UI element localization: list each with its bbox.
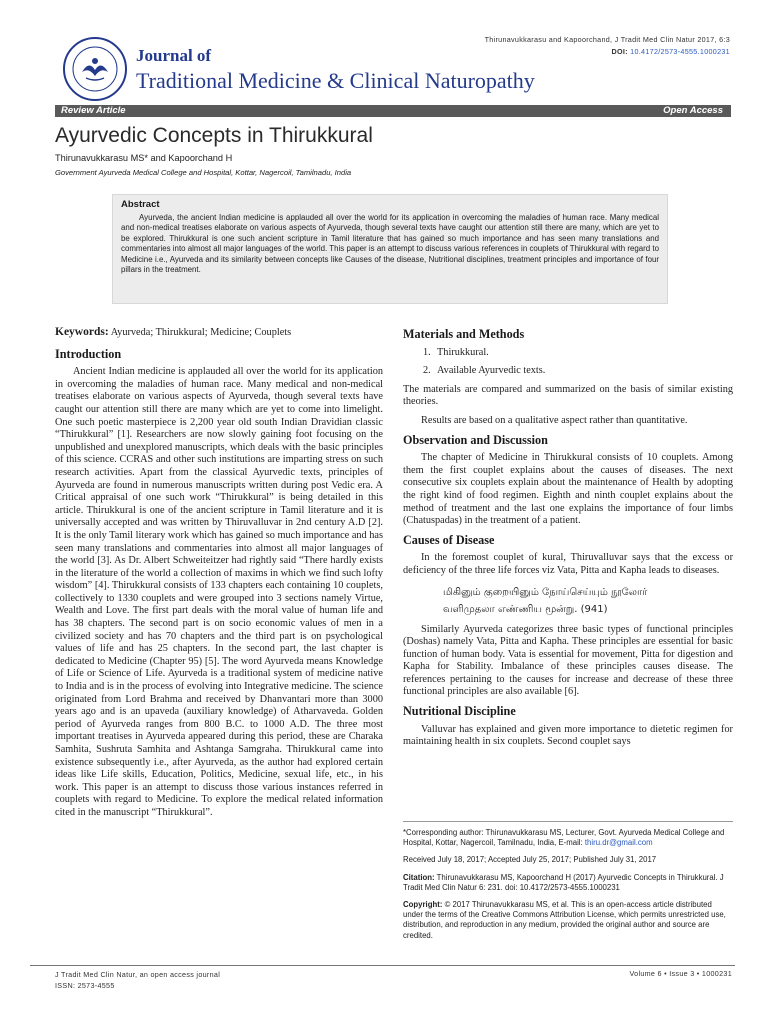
tamil-couplet (443, 584, 733, 618)
nutrition-text: Valluvar has explained and given more importance to dietetic regimen for maintaining health in six couplets. Second couplet says (403, 723, 733, 748)
journal-name: Traditional Medicine & Clinical Naturopathy (136, 68, 535, 93)
observation-heading: Observation and Discussion (403, 432, 548, 447)
copyright-note: Copyright: © 2017 Thirunavukkarasu MS, et al. This is an open-access article distributed under the terms of the Creative Commons Attribution License, which permits unrestricted use, distribution, and reproduction in any medium, provided the original author and source are credited. (403, 900, 726, 940)
open-access-badge: Open Access (663, 105, 723, 116)
doi-link[interactable]: 10.4172/2573-4555.1000231 (630, 47, 730, 56)
affiliation: Government Ayurveda Medical College and Hospital, Kottar, Nagercoil, Tamilnadu, India (55, 168, 352, 177)
journal-logo (62, 36, 128, 102)
keywords-label: Keywords: (55, 326, 109, 338)
causes-text: In the foremost couplet of kural, Thiruvalluvar says that the excess or deficiency of the three life forces viz Vata, Pitta and Kapha leads to diseases. (403, 552, 733, 576)
abstract-heading: Abstract (121, 199, 160, 210)
email-link[interactable]: thiru.dr@gmail.com (584, 838, 653, 848)
footer-divider (30, 965, 735, 966)
introduction-heading: Introduction (55, 346, 122, 361)
left-column (55, 326, 383, 820)
footer-volume: Volume 6 • Issue 3 • 1000231 (629, 969, 732, 978)
keywords-text: Ayurveda; Thirukkural; Medicine; Couplets (110, 327, 292, 338)
observation-text: The chapter of Medicine in Thirukkural consists of 10 couplets. Among them the first couplet explains about the causes of diseases. The next consecutive six couplets explain about the maintenance of Health by adopting the right kind of food regimen. Eighth and ninth couplet explains about the method of treatment and the last one explains the importance of four limbs (Chatuspadas) in the treatment of a patient. (403, 452, 733, 527)
footnote-divider (403, 821, 733, 822)
list-item: 1. Thirukkural. (423, 346, 489, 358)
causes-text-2: Similarly Ayurveda categorizes three basic types of functional principles (Doshas) namely Vata, Pitta and Kapha. These principles are essential for basic function of human body. Vata is essential for movement, Pitta for digestion and Kapha for Stability. Imbalance of these principles causes disease. The references pertaining to the causes for increase and decrease of these three functional principles are also available [6]. (403, 623, 733, 698)
footer-journal-name: J Tradit Med Clin Natur, an open access journal (55, 970, 221, 979)
citation-text: Thirunavukkarasu and Kapoorchand, J Tradit Med Clin Natur 2017, 6:3 (484, 35, 730, 44)
footer-journal (55, 969, 220, 991)
abstract-text: Ayurveda, the ancient Indian medicine is applauded all over the world for its application in overcoming the maladies of human race. Many medical and non-medical treatises elaborate on various aspects of Ayurveda, though several texts have caught our attention still there are many, which are yet to be explored. Thirukkural is one such ancient scripture in Tamil literature that has gained so much importance and has seen many translations and commentaries into almost all major languages of the world. This paper is an attempt to discuss various references in couplets of Thirukkural with regard to Medicine i.e., Ayurveda and its similarity between concepts like Causes of the disease, Nutritional disciplines, treatment principles and importance of four pillars in the treatment. (121, 213, 659, 275)
authors: Thirunavukkarasu MS* and Kapoorchand H (55, 153, 233, 163)
right-column (403, 326, 733, 749)
corresponding-author: *Corresponding author: Thirunavukkarasu MS, Lecturer, Govt. Ayurveda Medical College and Hospital, Kottar, Nagercoil, Tamilnadu, India, E-mail: thiru.dr@gmail.com (403, 828, 725, 848)
header-citation (485, 34, 730, 58)
journal-of-label: Journal of (136, 46, 212, 65)
abstract-box (112, 194, 668, 304)
article-type: Review Article (61, 105, 126, 116)
doi-label: DOI: (611, 47, 628, 56)
nutrition-heading: Nutritional Discipline (403, 704, 516, 719)
introduction-text: Ancient Indian medicine is applauded all over the world for its application in overcoming the maladies of human race. Many medical and non-medical treatises elaborate on various aspects of Ayurveda, though several texts have caught our attention still there are many which are yet to come into limelight. One such poetic masterpiece is 2,200 year old south Indian Dravidian classic “Thirukkural” [1]. Researchers are now slowly gaining foot focusing on the unpublished and unexplored manuscripts, which deals with the basic principles of this science. CCRAS and other such institutions are imparting stress on such research activities. Apart from the classical Ayurvedic texts, principles of Ayurveda are found in numerous manuscripts written during post Vedic era. A Critical appraisal of one such work “Thirukkural” is being detailed in this article. Thirukkural is one of the ancient scripture in Tamil literature and it is universally accepted and was written by Thiruvalluvar in 2nd century A.D [2]. It is the only Tamil literary work which has gained so much importance and has seen many translations and commentaries into almost all major languages of the world [3]. As Dr. Albert Schweiteitzer had rightly said “There hardly exists in the literature of the world a collection of maxims in which we find such lofty wisdom” [4]. Thirukkural consists of 133 chapters each containing 10 couplets, collectively to 1330 couplets and were grouped into 3 sections namely Virtue, Wealth and Love. The first part deals with the moral value of human life and has 38 chapters. The second part is on socio economic values of men in a civilized society and has 70 chapters and the third part is on psychological values of life and has 25 chapters. In the second part, the last chapter is dedicated to Medicine (Chapter 95) [5]. The word Ayurveda means Knowledge of Life or Science of Life. Ayurveda is a traditional system of medicine native to India and is in the process of evolving into Integrative medicine. The science originated from Lord Brahma and received by Dhanvantari more than 3000 years ago and is an upaveda (auxiliary knowledge) of Atharvaveda. Golden period of Ayurveda ranges from 800 B.C. to 1000 A.D. The three most important treatises in Ayurveda appeared during this period, these are Charaka Samhita, Sushruta Samhita and Ashtanga Samgraha. Thirukkural came into existence subsequently i.e., after Ayurveda, as the author had explored certain ideas like Life skills, Education, Politics, Medicine, sexual life, etc., in his work. This paper is an attempt to discuss those various instances referred in couplets with regard to Medicine. To explore the medical related information cited in the manuscript “Thirukkural”. (55, 366, 383, 818)
materials-paragraph: The materials are compared and summarized on the basis of similar existing theories. (403, 383, 733, 408)
tamil-line-1: மிகினும் குறையினும் நோய்செய்யும் நூலோர் (443, 586, 648, 598)
dates: Received July 18, 2017; Accepted July 25, 2017; Published July 31, 2017 (403, 855, 657, 865)
keywords (55, 326, 383, 340)
results-paragraph: Results are based on a qualitative aspect rather than quantitative. (421, 414, 688, 426)
materials-methods-heading: Materials and Methods (403, 327, 525, 341)
tamil-line-2: வளிமுதலா எண்ணிய மூன்று. (941) (443, 603, 608, 615)
article-title: Ayurvedic Concepts in Thirukkural (55, 124, 373, 147)
footer-issn: ISSN: 2573-4555 (55, 981, 115, 990)
article-type-band (55, 105, 731, 117)
citation-note: Citation: Thirunavukkarasu MS, Kapoorchand H (2017) Ayurvedic Concepts in Thirukkural. J Tradit Med Clin Natur 6: 231. doi: 10.4172/2573-4555.1000231 (403, 872, 724, 892)
list-item: 2. Available Ayurvedic texts. (423, 365, 546, 377)
causes-heading: Causes of Disease (403, 532, 495, 547)
footnote-block (403, 821, 733, 948)
